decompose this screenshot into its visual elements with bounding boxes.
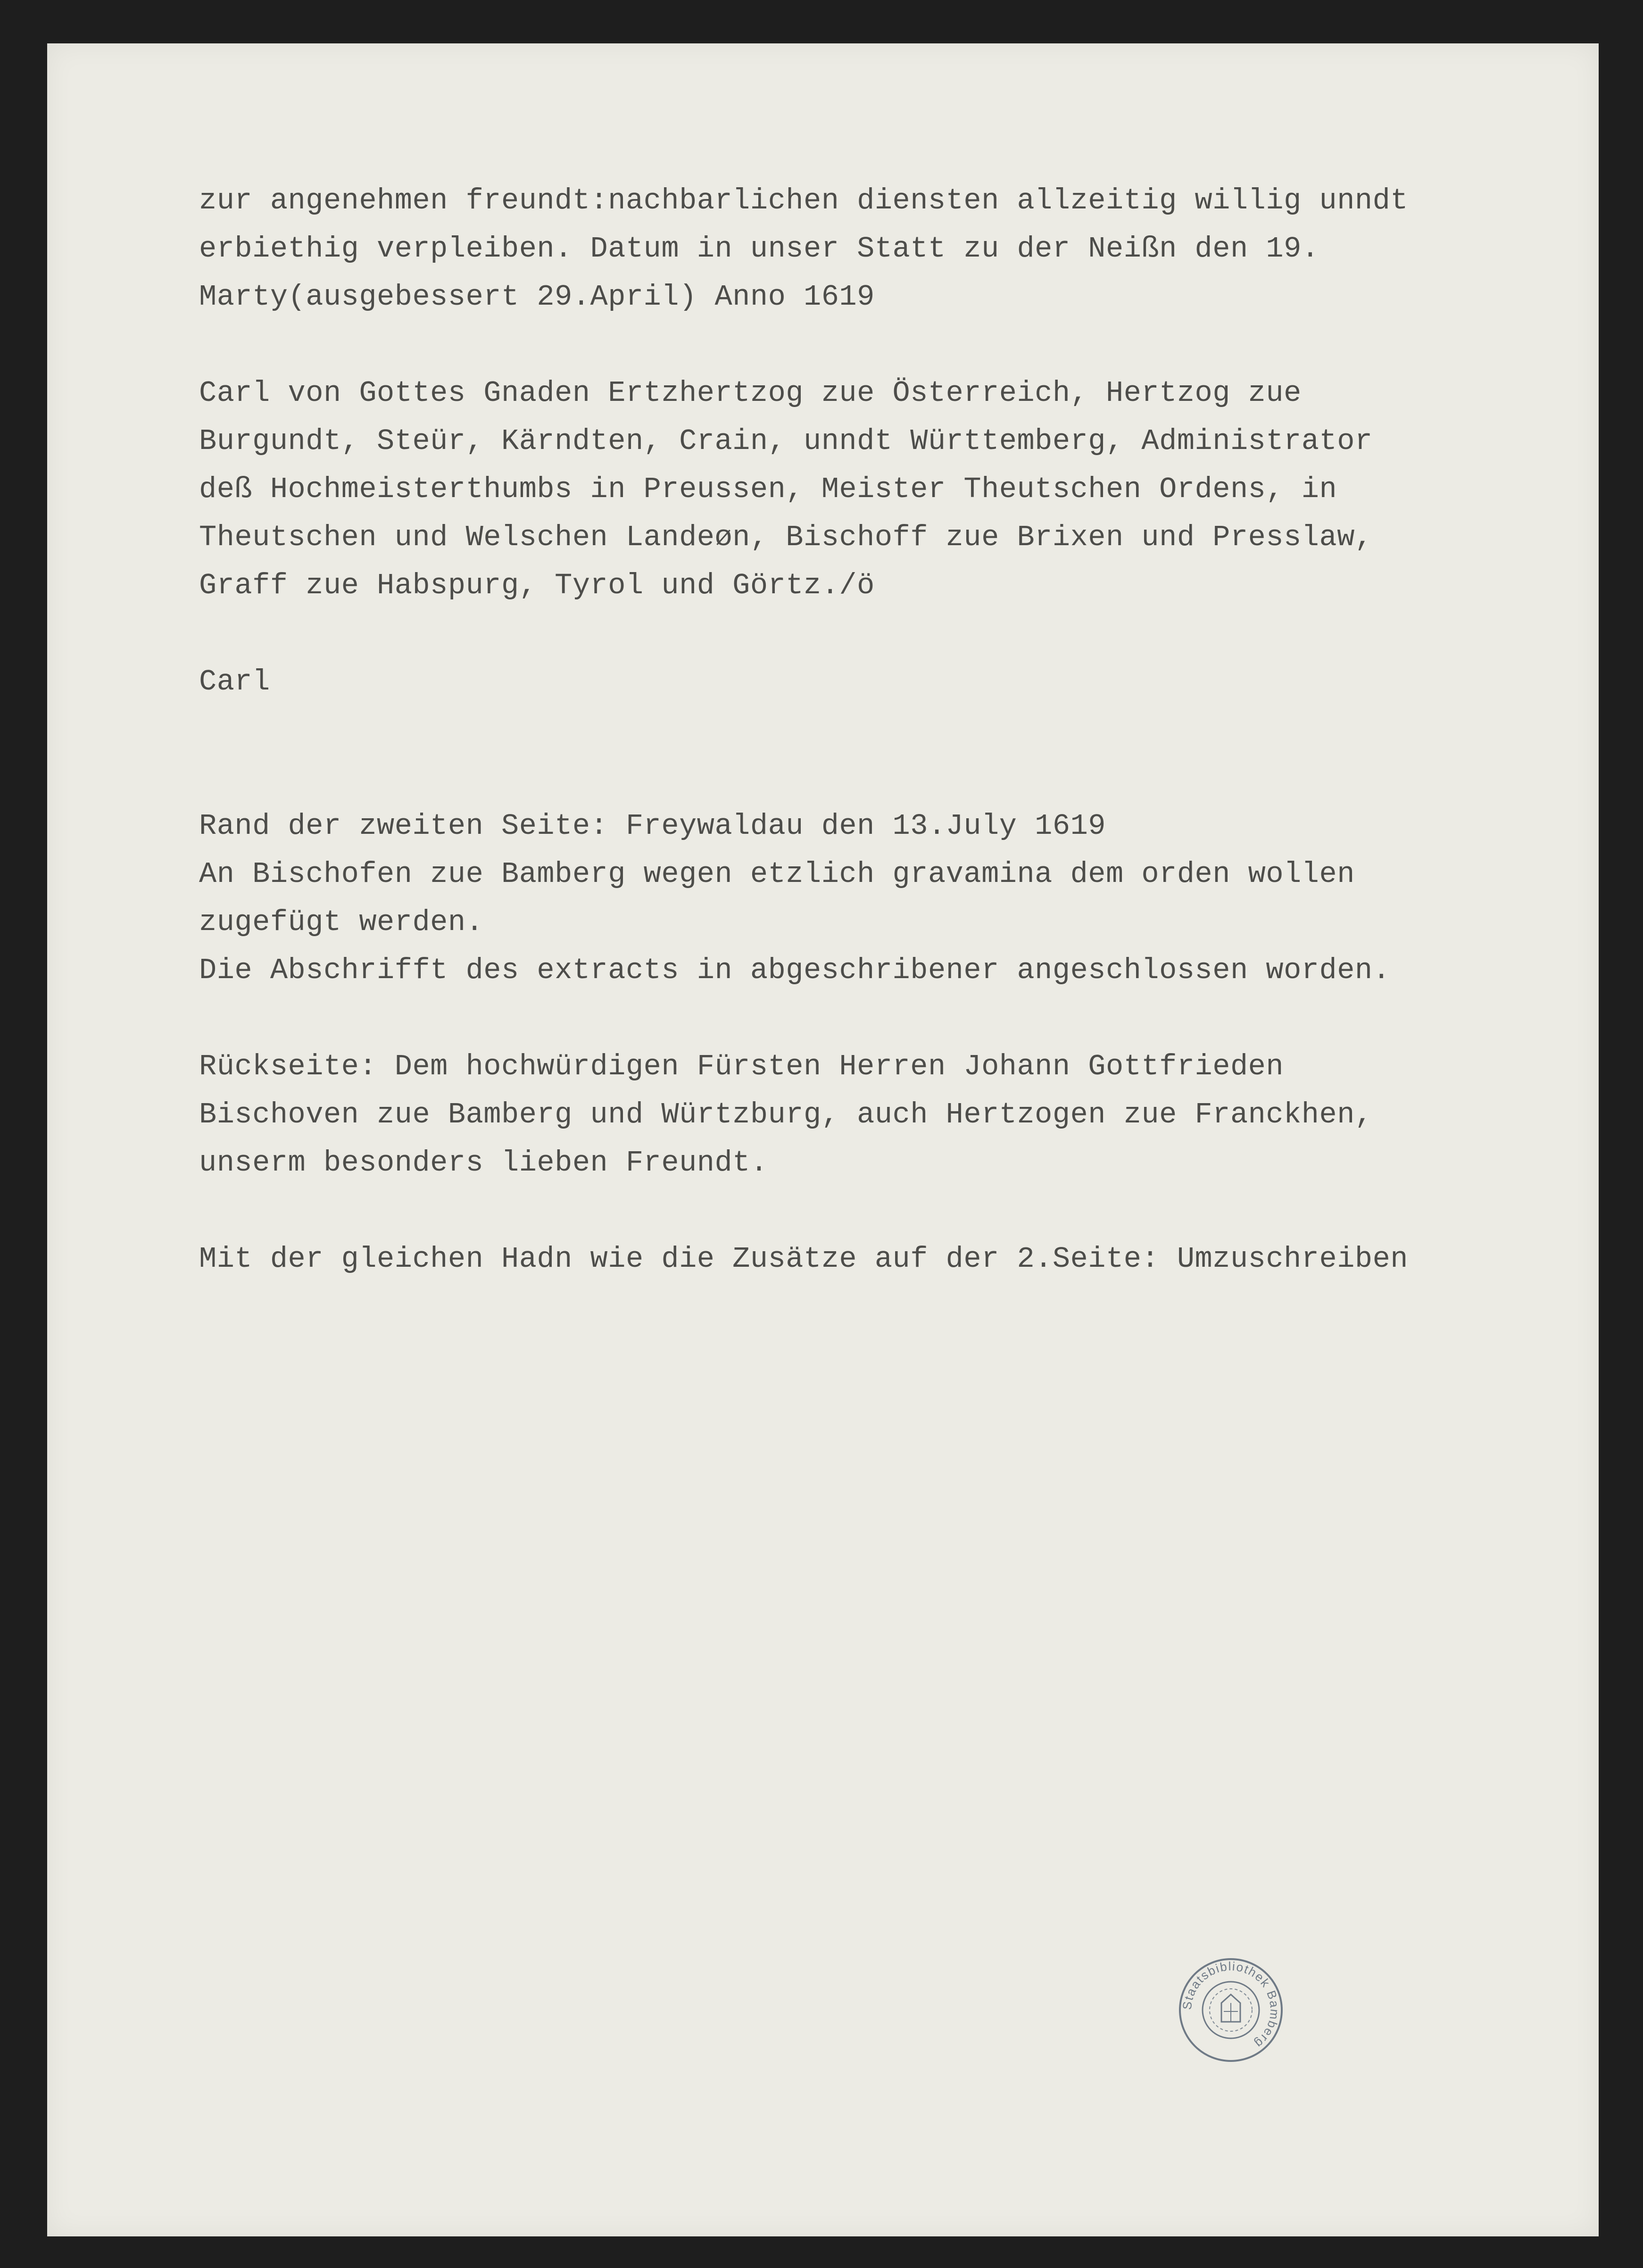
title-line-5: Graff zue Habspurg, Tyrol und Görtz./ö — [199, 569, 875, 602]
title-line-4: Theutschen und Welschen Landeøn, Bischoff zue Brixen und Presslaw, — [199, 521, 1373, 554]
typed-transcription — [199, 177, 1567, 1283]
remark: Mit der gleichen Hadn wie die Zusätze auf der 2.Seite: Umzuschreiben — [199, 1242, 1409, 1276]
title-line-3: deß Hochmeisterthumbs in Preussen, Meister Theutschen Ordens, in — [199, 473, 1337, 506]
margin-note-line-4: Die Abschrifft des extracts in abgeschribener angeschlossen worden. — [199, 954, 1391, 987]
library-stamp — [1177, 1956, 1285, 2064]
stamp-text: Staatsbibliothek Bamberg — [1179, 1959, 1282, 2052]
document-page — [47, 43, 1599, 2236]
margin-note-line-3: zugefügt werden. — [199, 906, 484, 939]
title-line-1: Carl von Gottes Gnaden Ertzhertzog zue Österreich, Hertzog zue — [199, 376, 1302, 410]
title-line-2: Burgundt, Steür, Kärndten, Crain, unndt Württemberg, Administrator — [199, 424, 1373, 458]
reverse-line-2: Bischoven zue Bamberg und Würtzburg, auch Hertzogen zue Franckhen, — [199, 1098, 1373, 1131]
closing-line-2: erbiethig verpleiben. Datum in unser Statt zu der Neißn den 19. — [199, 232, 1319, 266]
margin-note-line-2: An Bischofen zue Bamberg wegen etzlich gravamina dem orden wollen — [199, 857, 1355, 891]
margin-note-line-1: Rand der zweiten Seite: Freywaldau den 13.July 1619 — [199, 809, 1106, 843]
closing-line-1: zur angenehmen freundt:nachbarlichen diensten allzeitig willig unndt — [199, 184, 1409, 217]
closing-line-3: Marty(ausgebessert 29.April) Anno 1619 — [199, 280, 875, 314]
reverse-line-3: unserm besonders lieben Freundt. — [199, 1146, 768, 1180]
signature: Carl — [199, 665, 270, 698]
reverse-line-1: Rückseite: Dem hochwürdigen Fürsten Herren Johann Gottfrieden — [199, 1050, 1284, 1083]
